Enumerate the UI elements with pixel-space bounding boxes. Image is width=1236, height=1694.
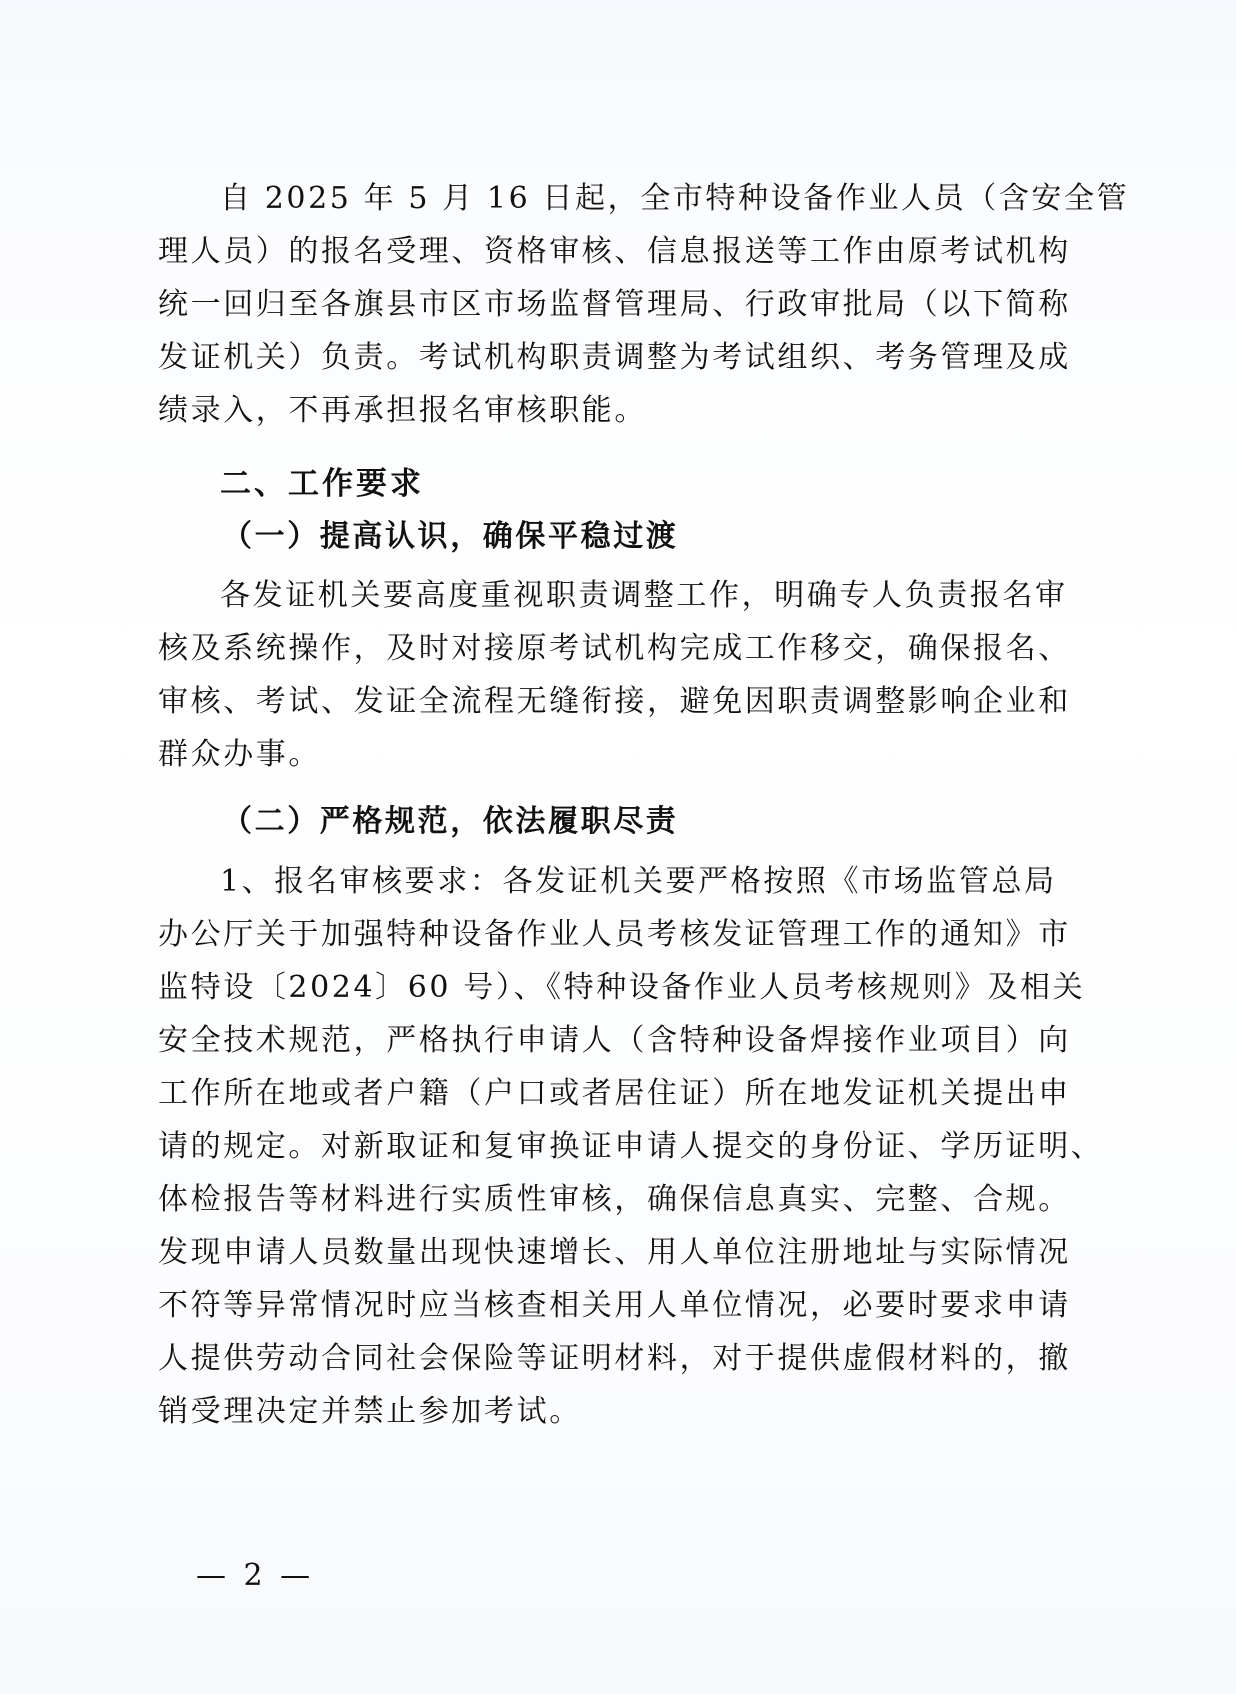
paragraph-3-line-6: 请的规定。对新取证和复审换证申请人提交的身份证、学历证明、 — [158, 1129, 1104, 1164]
paragraph-3-line-10: 人提供劳动合同社会保险等证明材料，对于提供虚假材料的，撤 — [158, 1341, 1071, 1376]
paragraph-3-line-9: 不符等异常情况时应当核查相关用人单位情况，必要时要求申请 — [158, 1288, 1071, 1323]
paragraph-3-line-11: 销受理决定并禁止参加考试。 — [158, 1394, 582, 1429]
section-2-heading: 二、工作要求 — [220, 466, 424, 502]
paragraph-3-line-4: 安全技术规范，严格执行申请人（含特种设备焊接作业项目）向 — [158, 1023, 1071, 1058]
paragraph-1-line-2: 理人员）的报名受理、资格审核、信息报送等工作由原考试机构 — [158, 234, 1071, 269]
paragraph-1-line-5: 绩录入，不再承担报名审核职能。 — [158, 393, 647, 428]
paragraph-1-line-3: 统一回归至各旗县市区市场监督管理局、行政审批局（以下简称 — [158, 287, 1071, 322]
paragraph-3-line-7: 体检报告等材料进行实质性审核，确保信息真实、完整、合规。 — [158, 1182, 1071, 1217]
paragraph-2-line-3: 审核、考试、发证全流程无缝衔接，避免因职责调整影响企业和 — [158, 684, 1071, 719]
paragraph-2-line-1: 各发证机关要高度重视职责调整工作，明确专人负责报名审 — [220, 578, 1068, 613]
paragraph-3-line-3: 监特设〔2024〕60 号）、《特种设备作业人员考核规则》及相关 — [158, 970, 1086, 1005]
page-number: — 2 — — [196, 1558, 315, 1593]
paragraph-1-line-4: 发证机关）负责。考试机构职责调整为考试组织、考务管理及成 — [158, 340, 1071, 375]
paragraph-3-line-8: 发现申请人员数量出现快速增长、用人单位注册地址与实际情况 — [158, 1235, 1071, 1270]
paragraph-1-line-1: 自 2025 年 5 月 16 日起，全市特种设备作业人员（含安全管 — [220, 181, 1130, 216]
paragraph-3-line-2: 办公厅关于加强特种设备作业人员考核发证管理工作的通知》市 — [158, 917, 1071, 952]
paragraph-3-line-1: 1、报名审核要求：各发证机关要严格按照《市场监管总局 — [220, 864, 1057, 899]
paragraph-3-line-5: 工作所在地或者户籍（户口或者居住证）所在地发证机关提出申 — [158, 1076, 1071, 1111]
subsection-2-heading: （二）严格规范，依法履职尽责 — [222, 804, 679, 839]
paragraph-2-line-4: 群众办事。 — [158, 737, 321, 772]
paragraph-2-line-2: 核及系统操作，及时对接原考试机构完成工作移交，确保报名、 — [158, 631, 1071, 666]
subsection-1-heading: （一）提高认识，确保平稳过渡 — [222, 519, 679, 554]
